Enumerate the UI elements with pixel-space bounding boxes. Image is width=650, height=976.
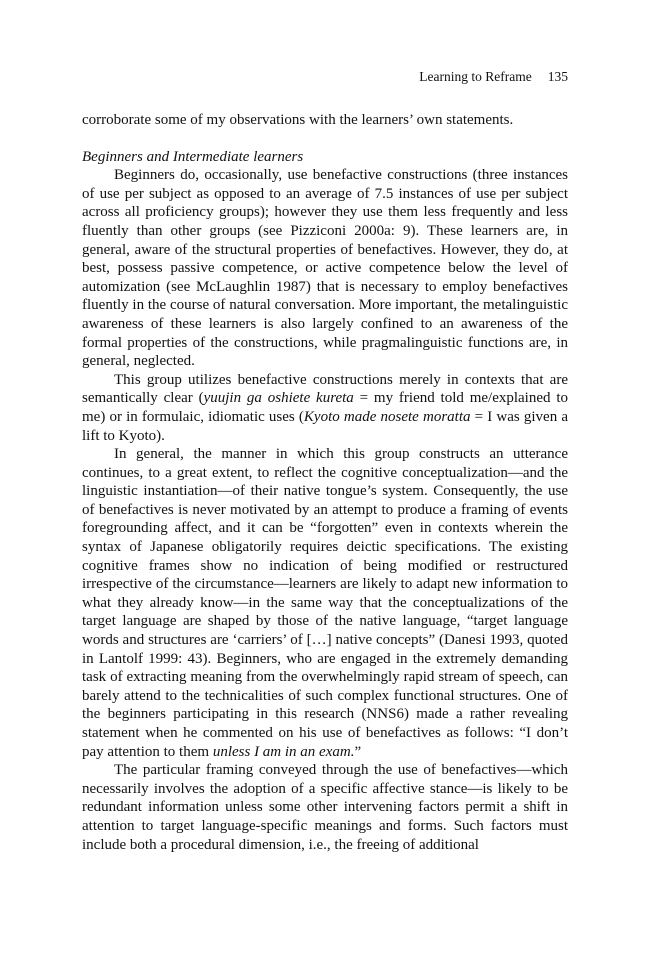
paragraph-3-part-b: ” [354, 743, 362, 760]
paragraph-3 [82, 445, 568, 761]
page-number: 135 [547, 69, 568, 84]
paragraph-2-part-c: = I was given a lift to Kyoto). [82, 408, 568, 444]
paragraph-2-part-a: This group utilizes benefactive constructions merely in contexts that are semantically clear ( [82, 371, 568, 407]
section-heading: Beginners and Intermediate learners [82, 148, 304, 165]
running-title: Learning to Reframe [419, 69, 532, 84]
paragraph-4: The particular framing conveyed through the use of benefactives—which necessarily involves the adoption of a specific affective stance—is likely to be redundant information unless some other intervening factors permit a shift in attention to target language-specific meanings and forms. Such factors must include both a procedural dimension, i.e., the freeing of additional [82, 762, 568, 853]
paragraph-1: Beginners do, occasionally, use benefactive constructions (three instances of use per subject as opposed to an average of 7.5 instances of use per subject across all proficiency groups); however they use them less frequently and less fluently than other groups (see Pizziconi 2000a: 9). These learners are, in general, aware of the structural properties of benefactives. However, they do, at best, possess passive competence, or active competence below the level of automization (see McLaughlin 1987) that is necessary to employ benefactives fluently in the course of natural conversation. More important, the metalinguistic awareness of these learners is also largely confined to an awareness of the formal properties of the constructions, while pragmalinguistic functions are, in general, neglected. [82, 167, 568, 370]
intro-paragraph: corroborate some of my observations with the learners’ own statements. [82, 112, 514, 128]
paragraph-3-part-a: In general, the manner in which this group constructs an utterance continues, to a great extent, to reflect the cognitive conceptualization—and the linguistic instantiation—of their native tongue’s system. Consequently, the use of benefactives is never motivated by an attempt to produce a framing of events foregrounding affect, and it can be “forgotten” even in contexts wherein the syntax of Japanese obligatorily requires deictic specifications. The existing cognitive frames show no indication of being modified or restructured irrespective of the circumstance—learners are likely to adapt new information to what they already know—in the same way that the conceptualizations of the target language are shaped by those of the native language, “target language words and structures are ‘carriers’ of […] native concepts” (Danesi 1993, quoted in Lantolf 1999: 43). Beginners, who are engaged in the extremely demanding task of extracting meaning from the overwhelmingly rapid stream of speech, can barely attend to the technicalities of such complex functional structures. One of the beginners participating in this research (NNS6) made a rather revealing statement when he commented on his use of benefactives as follows: “I don’t pay attention to them [82, 446, 568, 760]
paragraph-2 [82, 371, 568, 445]
running-header [419, 69, 568, 85]
example-yuujin: yuujin ga oshiete kureta [203, 390, 354, 407]
body-text [82, 111, 568, 854]
quote-emphasis: unless I am in an exam. [212, 743, 355, 760]
example-kyoto: Kyoto made nosete moratta [303, 408, 471, 425]
paragraph-2-part-b: = my friend told me/explained to me) or in formulaic, idiomatic uses ( [82, 390, 569, 425]
